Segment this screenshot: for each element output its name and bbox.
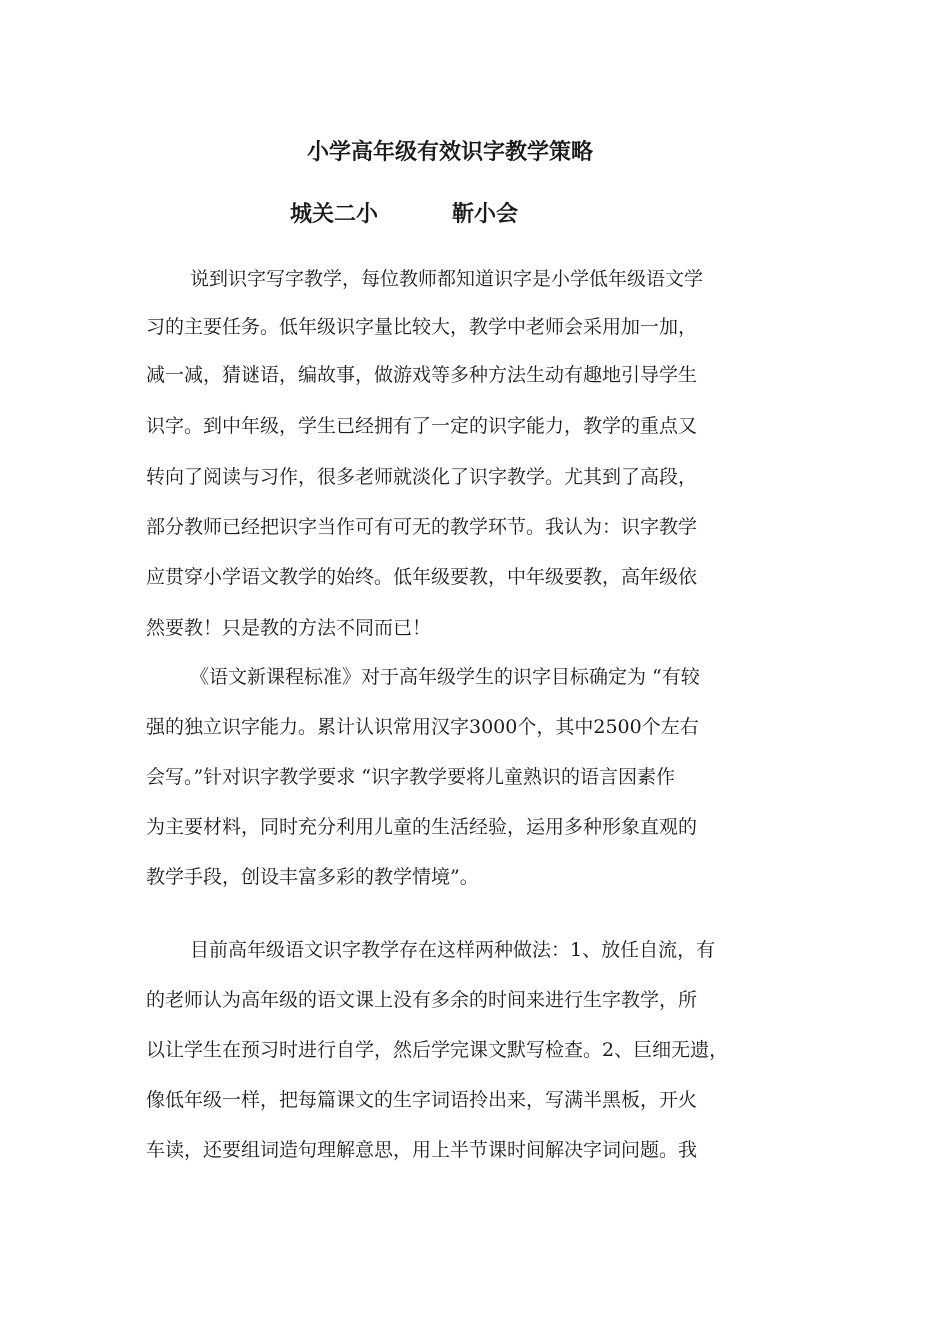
text-line: 转向了阅读与习作，很多老师就淡化了识字教学。尤其到了高段， [146, 466, 698, 488]
text-line: 为主要材料，同时充分利用儿童的生活经验，运用多种形象直观的 [146, 816, 698, 838]
text-line: 像低年级一样，把每篇课文的生字词语拎出来，写满半黑板，开火 [146, 1089, 698, 1111]
text-line: 《语文新课程标准》对于高年级学生的识字目标确定为 “有较 [190, 666, 700, 688]
text-line: 目前高年级语文识字教学存在这样两种做法：1、放任自流，有 [190, 939, 716, 961]
text-line: 会写。”针对识字教学要求 “识字教学要将儿童熟识的语言因素作 [146, 766, 675, 788]
text-line: 减一减，猜谜语，编故事，做游戏等多种方法生动有趣地引导学生 [146, 364, 698, 386]
document-title: 小学高年级有效识字教学策略 [306, 140, 593, 165]
text-line: 教学手段，创设丰富多彩的教学情境”。 [146, 866, 479, 888]
author-name: 靳小会 [452, 202, 519, 227]
text-line: 的老师认为高年级的语文课上没有多余的时间来进行生字教学，所 [146, 989, 698, 1011]
text-line: 应贯穿小学语文教学的始终。低年级要教，中年级要教，高年级依 [146, 566, 698, 588]
text-line: 强的独立识字能力。累计认识常用汉字3000个，其中2500个左右 [146, 716, 699, 738]
text-line: 习的主要任务。低年级识字量比较大，教学中老师会采用加一加， [146, 316, 698, 338]
text-line: 识字。到中年级，学生已经拥有了一定的识字能力，教学的重点又 [146, 415, 698, 437]
school-name: 城关二小 [290, 202, 379, 227]
text-line: 然要教！只是教的方法不同而已！ [146, 617, 432, 639]
text-line: 说到识字写字教学，每位教师都知道识字是小学低年级语文学 [190, 268, 704, 290]
byline [290, 198, 518, 232]
text-line: 以让学生在预习时进行自学，然后学完课文默写检查。2、巨细无遗， [146, 1039, 729, 1061]
text-line: 车读，还要组词造句理解意思，用上半节课时间解决字词问题。我 [146, 1139, 698, 1161]
text-line: 部分教师已经把识字当作可有可无的教学环节。我认为：识字教学 [146, 516, 698, 538]
